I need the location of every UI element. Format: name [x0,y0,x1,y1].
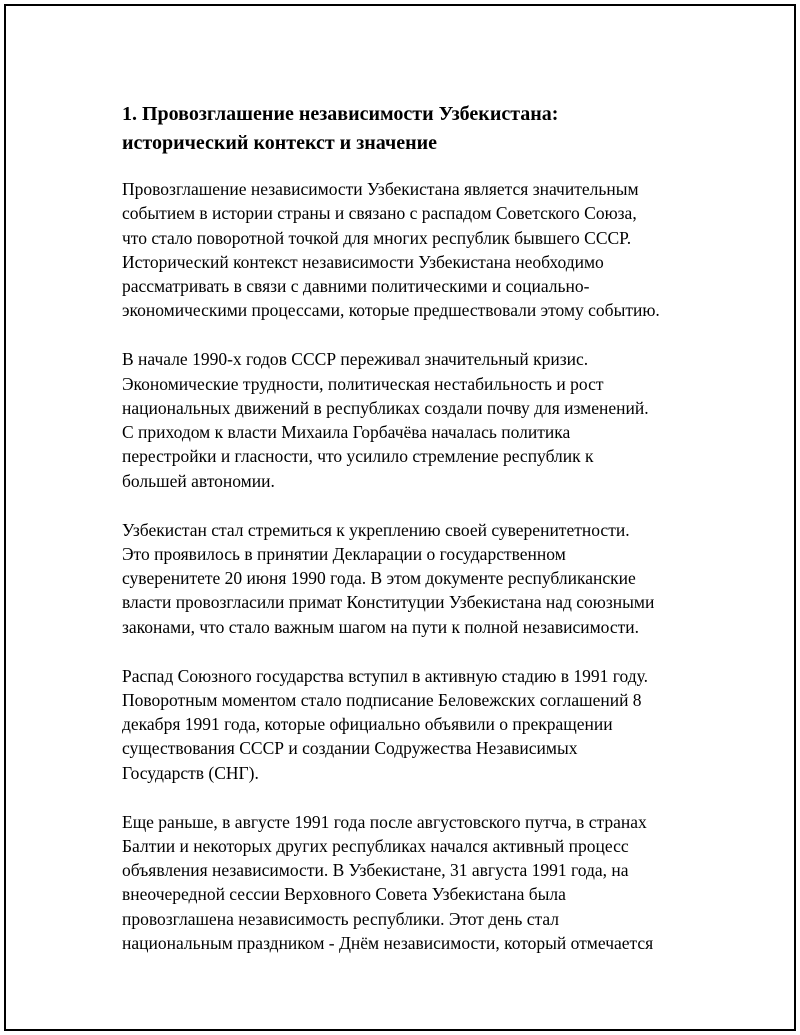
text-line: существования СССР и создании Содружества Независимых [122,738,578,759]
text-line: провозглашена независимость республики. Этот день стал [122,908,560,929]
text-line: Распад Союзного государства вступил в активную стадию в 1991 году. [122,665,649,686]
heading-line: исторический контекст и значение [122,132,438,154]
text-line: суверенитете 20 июня 1990 года. В этом документе республиканские [122,568,636,589]
text-line: национальных движений в республиках создали почву для изменений. [122,397,649,418]
text-line: Поворотным моментом стало подписание Беловежских соглашений 8 [122,689,642,710]
text-line: объявления независимости. В Узбекистане, 31 августа 1991 года, на [122,860,629,881]
text-line: Провозглашение независимости Узбекистана является значительным [122,179,639,199]
text-line: что стало поворотной точкой для многих республик бывшего СССР. [122,227,632,248]
paragraph [122,664,702,785]
text-line: Балтии и некоторых других республиках начался активный процесс [122,835,629,856]
text-line: В начале 1990-х годов СССР переживал значительный кризис. [122,349,589,370]
text-line: рассматривать в связи с давними политическими и социально- [122,276,590,297]
text-line: большей автономии. [122,470,275,491]
document-body [122,100,702,980]
text-line: событием в истории страны и связано с распадом Советского Союза, [122,203,637,224]
text-line: Государств (СНГ). [122,762,259,783]
text-line: экономическими процессами, которые предшествовали этому событию. [122,300,660,321]
text-line: Исторический контекст независимости Узбекистана необходимо [122,251,604,272]
text-line: национальным праздником - Днём независимости, который отмечается [122,933,654,954]
text-line: перестройки и гласности, что усилило стремление республик к [122,446,594,467]
paragraph [122,347,702,493]
text-line: законами, что стало важным шагом на пути к полной независимости. [122,616,639,637]
paragraph [122,518,702,639]
text-line: внеочередной сессии Верховного Совета Узбекистана была [122,884,566,905]
paragraph [122,177,702,323]
text-line: Экономические трудности, политическая нестабильность и рост [122,373,604,394]
paragraph [122,810,702,956]
text-line: Узбекистан стал стремиться к укреплению своей суверенитетности. [122,519,630,540]
section-heading [122,100,702,158]
document-page [4,4,796,1031]
text-line: С приходом к власти Михаила Горбачёва началась политика [122,422,571,443]
text-line: Еще раньше, в августе 1991 года после августовского путча, в странах [122,811,647,832]
heading-line: 1. Провозглашение независимости Узбекистана: [122,103,559,125]
text-line: декабря 1991 года, которые официально объявили о прекращении [122,714,613,735]
text-line: Это проявилось в принятии Декларации о государственном [122,543,566,564]
text-line: власти провозгласили примат Конституции Узбекистана над союзными [122,592,655,613]
